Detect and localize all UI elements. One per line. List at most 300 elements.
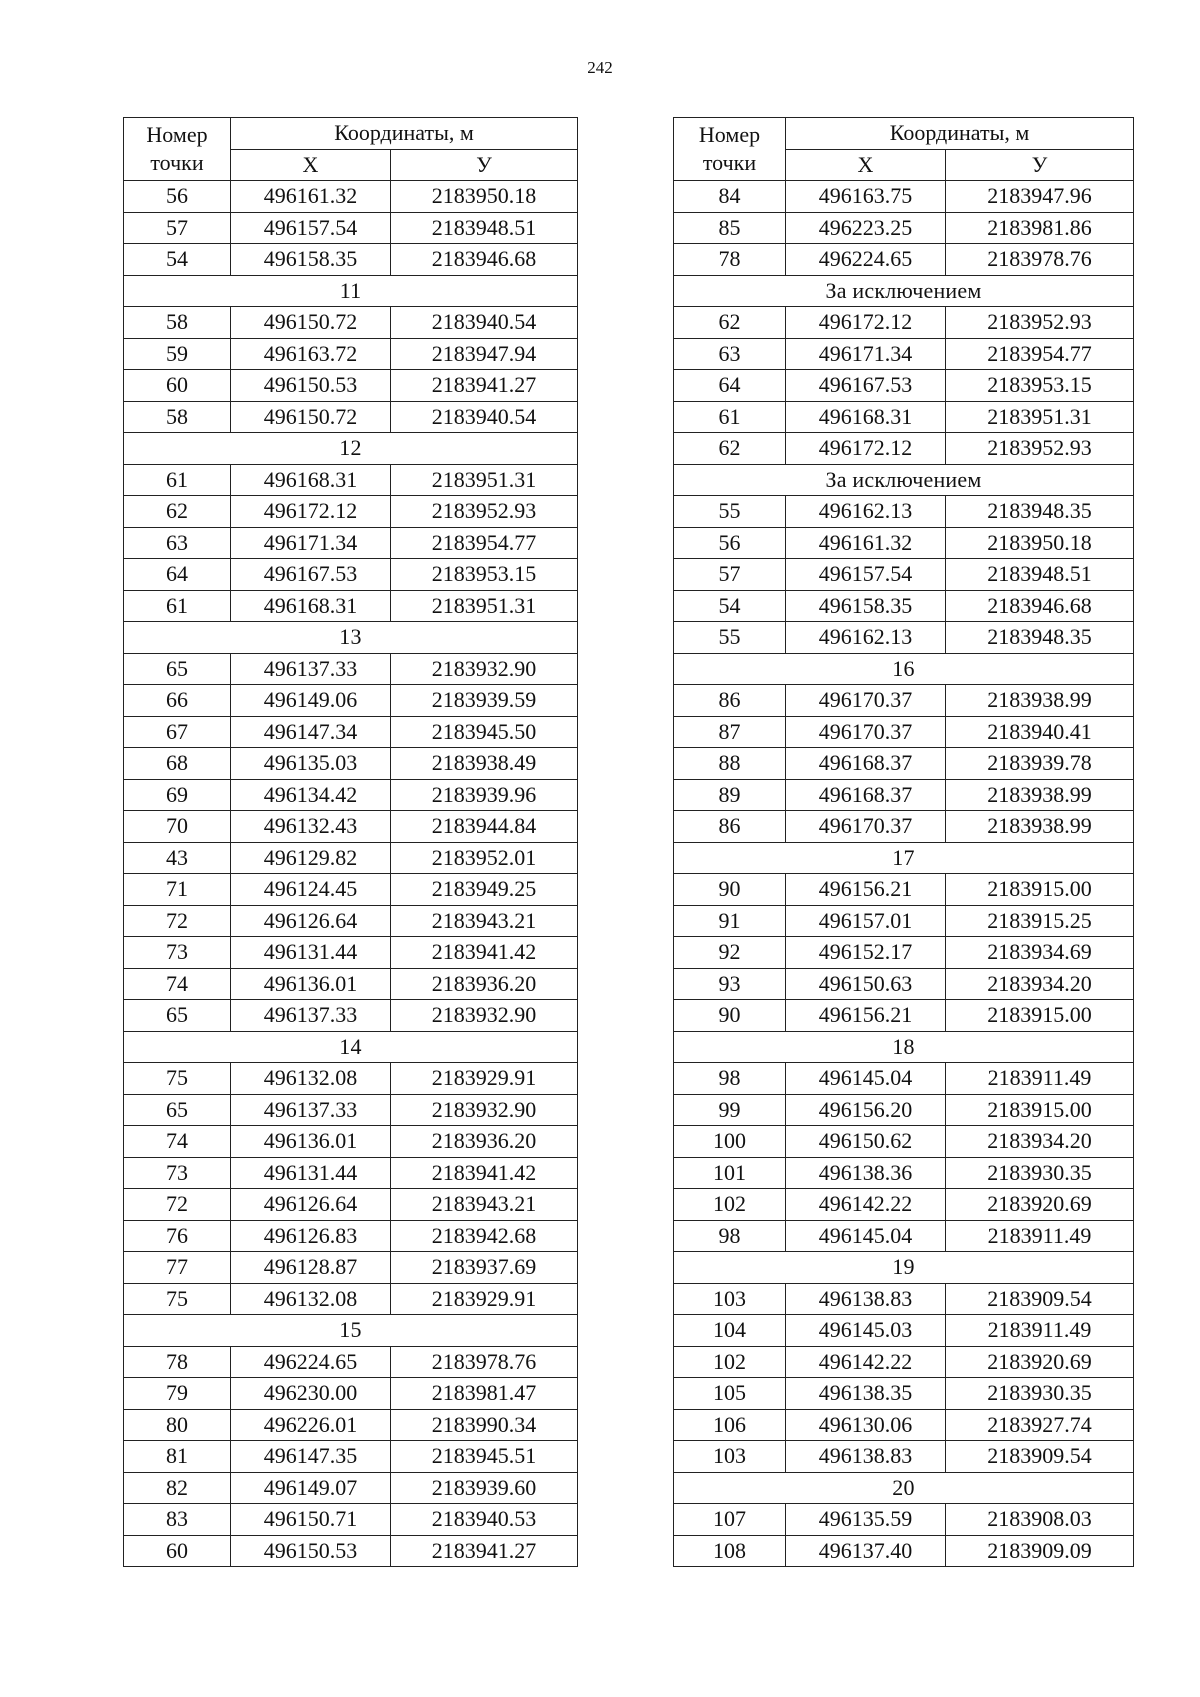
y-coordinate-cell: 2183940.54 [391,307,578,339]
x-coordinate-cell: 496150.71 [231,1504,391,1536]
point-number-cell: 65 [124,653,231,685]
point-number-header [124,118,231,181]
point-number-cell: 66 [124,685,231,717]
table-row [124,937,578,969]
y-coordinate-cell: 2183915.25 [946,905,1134,937]
point-number-cell: 72 [124,1189,231,1221]
point-number-cell: 89 [674,779,786,811]
y-coordinate-cell: 2183941.27 [391,370,578,402]
point-number-cell: 62 [674,307,786,339]
point-number-cell: 100 [674,1126,786,1158]
y-coordinate-cell: 2183909.09 [946,1535,1134,1567]
point-number-cell: 60 [124,1535,231,1567]
table-row [124,653,578,685]
table-row [674,244,1134,276]
point-number-cell: 74 [124,1126,231,1158]
y-coordinate-cell: 2183953.15 [946,370,1134,402]
table-row [674,716,1134,748]
table-row [124,779,578,811]
x-coordinate-cell: 496226.01 [231,1409,391,1441]
x-coordinate-cell: 496167.53 [786,370,946,402]
x-coordinate-cell: 496163.75 [786,181,946,213]
y-coordinate-cell: 2183948.51 [946,559,1134,591]
section-row [124,1031,578,1063]
point-number-cell: 61 [674,401,786,433]
table-row [124,1252,578,1284]
x-coordinate-cell: 496168.31 [786,401,946,433]
x-coordinate-cell: 496172.12 [786,307,946,339]
x-coordinate-cell: 496167.53 [231,559,391,591]
y-coordinate-cell: 2183981.47 [391,1378,578,1410]
x-column-header: Х [786,149,946,181]
point-number-cell: 54 [124,244,231,276]
x-coordinate-cell: 496132.43 [231,811,391,843]
x-coordinate-cell: 496145.03 [786,1315,946,1347]
table-row [674,181,1134,213]
point-number-cell: 55 [674,496,786,528]
point-number-cell: 57 [674,559,786,591]
section-row [124,275,578,307]
point-number-cell: 63 [124,527,231,559]
y-coordinate-cell: 2183953.15 [391,559,578,591]
table-row [124,685,578,717]
table-row [674,307,1134,339]
y-coordinate-cell: 2183943.21 [391,905,578,937]
point-number-cell: 68 [124,748,231,780]
section-label: 13 [124,622,578,654]
table-row [674,1441,1134,1473]
point-number-cell: 75 [124,1283,231,1315]
y-coordinate-cell: 2183940.54 [391,401,578,433]
y-coordinate-cell: 2183981.86 [946,212,1134,244]
x-column-header: Х [231,149,391,181]
point-number-header [674,118,786,181]
y-coordinate-cell: 2183945.51 [391,1441,578,1473]
x-coordinate-cell: 496168.31 [231,464,391,496]
y-coordinate-cell: 2183936.20 [391,1126,578,1158]
y-coordinate-cell: 2183940.41 [946,716,1134,748]
table-row [124,1504,578,1536]
point-number-cell: 72 [124,905,231,937]
table-row [124,212,578,244]
point-number-cell: 102 [674,1189,786,1221]
table-row [124,1378,578,1410]
section-row [124,433,578,465]
table-row [124,1189,578,1221]
section-label: 17 [674,842,1134,874]
point-number-cell: 101 [674,1157,786,1189]
x-coordinate-cell: 496224.65 [231,1346,391,1378]
x-coordinate-cell: 496130.06 [786,1409,946,1441]
point-number-cell: 62 [124,496,231,528]
point-number-cell: 108 [674,1535,786,1567]
table-row [674,1220,1134,1252]
y-coordinate-cell: 2183942.68 [391,1220,578,1252]
point-number-cell: 81 [124,1441,231,1473]
x-coordinate-cell: 496171.34 [786,338,946,370]
x-coordinate-cell: 496126.64 [231,1189,391,1221]
x-coordinate-cell: 496138.83 [786,1441,946,1473]
x-coordinate-cell: 496136.01 [231,968,391,1000]
table-row [674,811,1134,843]
table-row [674,559,1134,591]
y-coordinate-cell: 2183950.18 [391,181,578,213]
x-coordinate-cell: 496137.40 [786,1535,946,1567]
section-row [674,1252,1134,1284]
point-number-header-line1: Номер [698,122,761,147]
point-number-cell: 92 [674,937,786,969]
y-coordinate-cell: 2183929.91 [391,1283,578,1315]
y-coordinate-cell: 2183951.31 [391,464,578,496]
y-coordinate-cell: 2183927.74 [946,1409,1134,1441]
x-coordinate-cell: 496150.53 [231,1535,391,1567]
y-coordinate-cell: 2183948.51 [391,212,578,244]
y-coordinate-cell: 2183948.35 [946,622,1134,654]
point-number-cell: 91 [674,905,786,937]
table-row [674,338,1134,370]
point-number-cell: 90 [674,874,786,906]
x-coordinate-cell: 496224.65 [786,244,946,276]
coordinates-table-left [123,117,578,1567]
y-coordinate-cell: 2183949.25 [391,874,578,906]
y-coordinate-cell: 2183950.18 [946,527,1134,559]
x-coordinate-cell: 496149.06 [231,685,391,717]
page-number: 242 [587,58,613,77]
section-row [124,622,578,654]
y-coordinate-cell: 2183915.00 [946,874,1134,906]
table-row [674,968,1134,1000]
section-row [124,1315,578,1347]
section-row [674,275,1134,307]
table-row [674,590,1134,622]
point-number-cell: 105 [674,1378,786,1410]
x-coordinate-cell: 496132.08 [231,1063,391,1095]
y-coordinate-cell: 2183990.34 [391,1409,578,1441]
section-label: 16 [674,653,1134,685]
x-coordinate-cell: 496142.22 [786,1189,946,1221]
table-row [124,905,578,937]
coordinates-header: Координаты, м [231,118,578,150]
table-row [124,244,578,276]
x-coordinate-cell: 496138.35 [786,1378,946,1410]
x-coordinate-cell: 496131.44 [231,937,391,969]
x-coordinate-cell: 496138.36 [786,1157,946,1189]
x-coordinate-cell: 496172.12 [786,433,946,465]
point-number-cell: 65 [124,1000,231,1032]
table-row [124,1346,578,1378]
table-row [124,401,578,433]
section-label: 15 [124,1315,578,1347]
x-coordinate-cell: 496157.54 [786,559,946,591]
point-number-header-line1: Номер [146,122,208,147]
table-row [124,874,578,906]
table-row [124,811,578,843]
table-row [674,527,1134,559]
y-coordinate-cell: 2183941.27 [391,1535,578,1567]
x-coordinate-cell: 496156.21 [786,1000,946,1032]
point-number-cell: 71 [124,874,231,906]
table-row [124,559,578,591]
x-coordinate-cell: 496128.87 [231,1252,391,1284]
y-column-header: У [391,149,578,181]
table-row [674,1094,1134,1126]
point-number-cell: 80 [124,1409,231,1441]
y-coordinate-cell: 2183930.35 [946,1378,1134,1410]
table-row [674,1157,1134,1189]
y-coordinate-cell: 2183932.90 [391,1094,578,1126]
x-coordinate-cell: 496162.13 [786,496,946,528]
table-row [124,1000,578,1032]
y-coordinate-cell: 2183939.60 [391,1472,578,1504]
x-coordinate-cell: 496138.83 [786,1283,946,1315]
table-row [124,338,578,370]
section-label: 14 [124,1031,578,1063]
x-coordinate-cell: 496161.32 [231,181,391,213]
point-number-cell: 78 [674,244,786,276]
y-coordinate-cell: 2183943.21 [391,1189,578,1221]
x-coordinate-cell: 496145.04 [786,1220,946,1252]
section-row [674,1031,1134,1063]
table-row [124,307,578,339]
x-coordinate-cell: 496163.72 [231,338,391,370]
point-number-cell: 87 [674,716,786,748]
x-coordinate-cell: 496223.25 [786,212,946,244]
point-number-cell: 69 [124,779,231,811]
point-number-cell: 85 [674,212,786,244]
section-label: 18 [674,1031,1134,1063]
y-coordinate-cell: 2183938.99 [946,811,1134,843]
section-label: За исключением [674,464,1134,496]
y-coordinate-cell: 2183915.00 [946,1000,1134,1032]
table-row [124,1126,578,1158]
x-coordinate-cell: 496150.63 [786,968,946,1000]
y-coordinate-cell: 2183952.93 [391,496,578,528]
x-coordinate-cell: 496137.33 [231,1094,391,1126]
point-number-cell: 78 [124,1346,231,1378]
y-coordinate-cell: 2183939.59 [391,685,578,717]
table-row [674,370,1134,402]
x-coordinate-cell: 496150.72 [231,307,391,339]
section-row [674,1472,1134,1504]
y-coordinate-cell: 2183911.49 [946,1063,1134,1095]
point-number-cell: 56 [674,527,786,559]
x-coordinate-cell: 496135.03 [231,748,391,780]
point-number-cell: 54 [674,590,786,622]
point-number-cell: 73 [124,937,231,969]
table-row [674,1504,1134,1536]
y-coordinate-cell: 2183944.84 [391,811,578,843]
y-coordinate-cell: 2183938.99 [946,779,1134,811]
x-coordinate-cell: 496131.44 [231,1157,391,1189]
y-coordinate-cell: 2183948.35 [946,496,1134,528]
section-row [674,842,1134,874]
y-coordinate-cell: 2183941.42 [391,1157,578,1189]
point-number-cell: 77 [124,1252,231,1284]
x-coordinate-cell: 496124.45 [231,874,391,906]
table-row [674,905,1134,937]
point-number-cell: 93 [674,968,786,1000]
point-number-cell: 64 [124,559,231,591]
coordinates-table-right-body [674,181,1134,1567]
table-row [674,779,1134,811]
x-coordinate-cell: 496152.17 [786,937,946,969]
table-row [674,1000,1134,1032]
point-number-cell: 103 [674,1283,786,1315]
table-row [124,1157,578,1189]
point-number-cell: 90 [674,1000,786,1032]
x-coordinate-cell: 496126.83 [231,1220,391,1252]
coordinates-table-left-body [124,181,578,1567]
point-number-cell: 55 [674,622,786,654]
y-coordinate-cell: 2183951.31 [391,590,578,622]
point-number-cell: 76 [124,1220,231,1252]
point-number-cell: 61 [124,464,231,496]
x-coordinate-cell: 496172.12 [231,496,391,528]
table-row [674,1409,1134,1441]
y-coordinate-cell: 2183909.54 [946,1441,1134,1473]
point-number-cell: 86 [674,685,786,717]
x-coordinate-cell: 496168.37 [786,748,946,780]
point-number-cell: 83 [124,1504,231,1536]
point-number-cell: 82 [124,1472,231,1504]
coordinates-table-right [673,117,1134,1567]
y-coordinate-cell: 2183911.49 [946,1315,1134,1347]
y-coordinate-cell: 2183920.69 [946,1346,1134,1378]
table-row [674,1535,1134,1567]
table-row [674,1126,1134,1158]
point-number-cell: 88 [674,748,786,780]
y-coordinate-cell: 2183952.01 [391,842,578,874]
table-row [124,748,578,780]
table-row [124,842,578,874]
section-label: 11 [124,275,578,307]
x-coordinate-cell: 496170.37 [786,716,946,748]
point-number-cell: 70 [124,811,231,843]
y-coordinate-cell: 2183937.69 [391,1252,578,1284]
x-coordinate-cell: 496150.53 [231,370,391,402]
table-row [124,590,578,622]
y-coordinate-cell: 2183932.90 [391,653,578,685]
table-row [124,1220,578,1252]
x-coordinate-cell: 496132.08 [231,1283,391,1315]
x-coordinate-cell: 496157.01 [786,905,946,937]
x-coordinate-cell: 496168.31 [231,590,391,622]
y-coordinate-cell: 2183908.03 [946,1504,1134,1536]
point-number-cell: 102 [674,1346,786,1378]
y-coordinate-cell: 2183952.93 [946,307,1134,339]
table-row [124,716,578,748]
point-number-cell: 59 [124,338,231,370]
point-number-header-line2: точки [702,150,757,175]
x-coordinate-cell: 496150.62 [786,1126,946,1158]
point-number-cell: 106 [674,1409,786,1441]
x-coordinate-cell: 496170.37 [786,811,946,843]
table-row [674,1378,1134,1410]
x-coordinate-cell: 496135.59 [786,1504,946,1536]
y-coordinate-cell: 2183934.69 [946,937,1134,969]
table-row [674,1346,1134,1378]
point-number-cell: 98 [674,1063,786,1095]
x-coordinate-cell: 496145.04 [786,1063,946,1095]
point-number-cell: 84 [674,181,786,213]
section-label: За исключением [674,275,1134,307]
table-row [674,622,1134,654]
x-coordinate-cell: 496136.01 [231,1126,391,1158]
table-row [124,1094,578,1126]
x-coordinate-cell: 496157.54 [231,212,391,244]
y-coordinate-cell: 2183934.20 [946,968,1134,1000]
y-coordinate-cell: 2183930.35 [946,1157,1134,1189]
y-coordinate-cell: 2183952.93 [946,433,1134,465]
y-coordinate-cell: 2183915.00 [946,1094,1134,1126]
x-coordinate-cell: 496170.37 [786,685,946,717]
x-coordinate-cell: 496142.22 [786,1346,946,1378]
point-number-cell: 98 [674,1220,786,1252]
section-label: 12 [124,433,578,465]
point-number-cell: 86 [674,811,786,843]
table-row [674,401,1134,433]
table-row [124,496,578,528]
x-coordinate-cell: 496137.33 [231,1000,391,1032]
point-number-cell: 99 [674,1094,786,1126]
y-coordinate-cell: 2183929.91 [391,1063,578,1095]
x-coordinate-cell: 496149.07 [231,1472,391,1504]
x-coordinate-cell: 496129.82 [231,842,391,874]
y-coordinate-cell: 2183920.69 [946,1189,1134,1221]
y-coordinate-cell: 2183947.96 [946,181,1134,213]
point-number-cell: 107 [674,1504,786,1536]
table-row [674,1189,1134,1221]
point-number-cell: 63 [674,338,786,370]
y-coordinate-cell: 2183954.77 [946,338,1134,370]
point-number-cell: 62 [674,433,786,465]
point-number-cell: 57 [124,212,231,244]
y-coordinate-cell: 2183946.68 [391,244,578,276]
y-coordinate-cell: 2183932.90 [391,1000,578,1032]
table-row [674,1283,1134,1315]
y-coordinate-cell: 2183978.76 [946,244,1134,276]
x-coordinate-cell: 496171.34 [231,527,391,559]
y-coordinate-cell: 2183951.31 [946,401,1134,433]
y-coordinate-cell: 2183911.49 [946,1220,1134,1252]
y-coordinate-cell: 2183941.42 [391,937,578,969]
table-row [674,1315,1134,1347]
x-coordinate-cell: 496147.34 [231,716,391,748]
y-coordinate-cell: 2183939.96 [391,779,578,811]
x-coordinate-cell: 496156.20 [786,1094,946,1126]
table-row [674,433,1134,465]
table-row [124,1409,578,1441]
y-coordinate-cell: 2183938.49 [391,748,578,780]
point-number-cell: 43 [124,842,231,874]
y-coordinate-cell: 2183909.54 [946,1283,1134,1315]
table-row [674,937,1134,969]
point-number-header-line2: точки [150,150,204,175]
point-number-cell: 56 [124,181,231,213]
table-row [124,181,578,213]
x-coordinate-cell: 496134.42 [231,779,391,811]
point-number-cell: 79 [124,1378,231,1410]
table-row [124,1283,578,1315]
x-coordinate-cell: 496230.00 [231,1378,391,1410]
table-row [674,685,1134,717]
y-column-header: У [946,149,1134,181]
point-number-cell: 73 [124,1157,231,1189]
x-coordinate-cell: 496161.32 [786,527,946,559]
section-label: 19 [674,1252,1134,1284]
y-coordinate-cell: 2183936.20 [391,968,578,1000]
point-number-cell: 65 [124,1094,231,1126]
